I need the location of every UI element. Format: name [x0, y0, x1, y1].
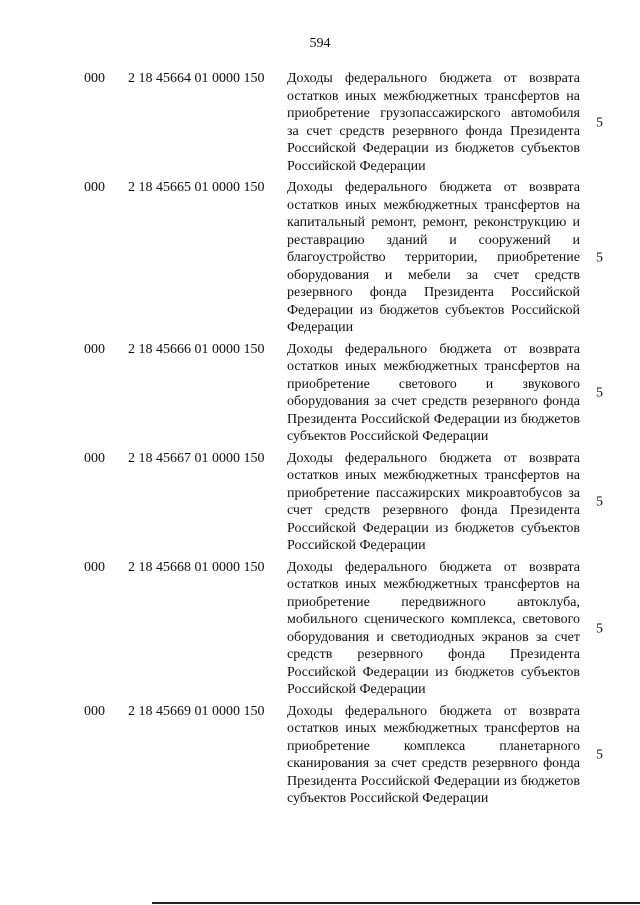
table-row — [0, 703, 640, 808]
income-description: Доходы федерального бюджета от возврата остатков иных межбюджетных трансфертов на приобретение пассажирских микроавтобусов за счет средств резервного фонда Президента Российской Федерации из бюджетов субъектов Российской Федерации — [287, 450, 580, 553]
table-row — [0, 450, 640, 555]
income-description: Доходы федерального бюджета от возврата остатков иных межбюджетных трансфертов на приобретение передвижного автоклуба, мобильного сценического комплекса, светового оборудования и светодиодных экранов за счет средств резервного фонда Президента Российской Федерации из бюджетов субъектов Российской Федерации — [287, 559, 580, 697]
budget-codes-table — [0, 70, 640, 812]
amount-value: 5 — [596, 494, 603, 510]
table-row — [0, 70, 640, 175]
amount-value: 5 — [596, 385, 603, 401]
admin-code: 000 — [84, 559, 105, 575]
amount-value: 5 — [596, 250, 603, 265]
admin-code: 000 — [84, 180, 105, 195]
admin-code: 000 — [84, 341, 105, 357]
admin-code: 000 — [84, 703, 105, 719]
amount-value: 5 — [596, 747, 603, 763]
table-row — [0, 341, 640, 446]
table-row — [0, 179, 640, 337]
budget-classification-code: 2 18 45669 01 0000 150 — [128, 703, 265, 719]
budget-classification-code: 2 18 45664 01 0000 150 — [128, 71, 265, 86]
scan-edge-line — [152, 902, 640, 904]
budget-classification-code: 2 18 45668 01 0000 150 — [128, 559, 265, 575]
page-number: 594 — [309, 36, 331, 51]
admin-code: 000 — [84, 450, 105, 466]
amount-value: 5 — [596, 114, 603, 130]
budget-classification-code: 2 18 45665 01 0000 150 — [128, 180, 265, 195]
table-row — [0, 559, 640, 699]
amount-value: 5 — [596, 620, 603, 636]
income-description: Доходы федерального бюджета от возврата остатков иных межбюджетных трансфертов на капитальный ремонт, ремонт, реконструкцию и реставрацию зданий и сооружений и благоустройство территории, приобретение оборудования и мебели за счет средств резервного фонда Президента Российской Федерации из бюджетов субъектов Российской Федерации — [287, 180, 580, 335]
income-description: Доходы федерального бюджета от возврата остатков иных межбюджетных трансфертов на приобретение светового и звукового оборудования за счет средств резервного фонда Президента Российской Федерации из бюджетов субъектов Российской Федерации — [287, 341, 580, 444]
admin-code: 000 — [84, 71, 105, 86]
budget-classification-code: 2 18 45667 01 0000 150 — [128, 450, 265, 466]
budget-classification-code: 2 18 45666 01 0000 150 — [128, 341, 265, 357]
income-description: Доходы федерального бюджета от возврата остатков иных межбюджетных трансфертов на приобретение грузопассажирского автомобиля за счет средств резервного фонда Президента Российской Федерации из бюджетов субъектов Российской Федерации — [287, 71, 580, 174]
income-description: Доходы федерального бюджета от возврата остатков иных межбюджетных трансфертов на приобретение комплекса планетарного сканирования за счет средств резервного фонда Президента Российской Федерации из бюджетов субъектов Российской Федерации — [287, 703, 580, 806]
